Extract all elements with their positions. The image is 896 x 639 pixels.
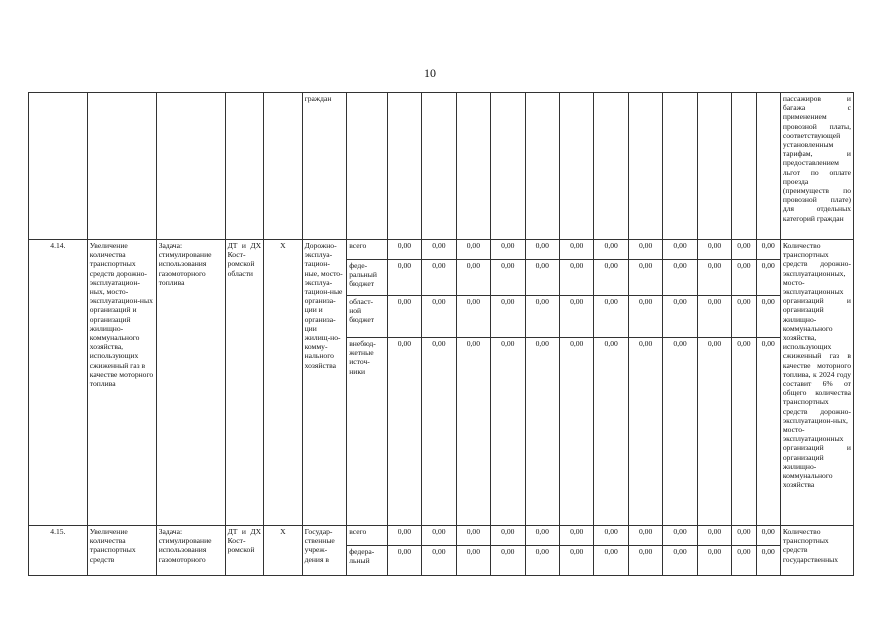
value-cell: 0,00 bbox=[491, 546, 525, 576]
value-cell: 0,00 bbox=[732, 240, 756, 260]
value-cell: 0,00 bbox=[628, 546, 662, 576]
value-cell: 0,00 bbox=[756, 260, 780, 296]
value-cell: 0,00 bbox=[456, 296, 490, 338]
value-cell: 0,00 bbox=[559, 296, 593, 338]
value-cell: 0,00 bbox=[697, 546, 731, 576]
responsible-cell: ДТ и ДХ Кост-ромской bbox=[225, 526, 264, 576]
value-cell: 0,00 bbox=[756, 338, 780, 526]
value-cell: 0,00 bbox=[525, 546, 559, 576]
value-cell: 0,00 bbox=[422, 526, 456, 546]
value-cell: 0,00 bbox=[387, 526, 421, 546]
value-cell: 0,00 bbox=[732, 338, 756, 526]
value-cell: 0,00 bbox=[456, 526, 490, 546]
source-label: всего bbox=[347, 526, 388, 546]
value-cell: 0,00 bbox=[697, 260, 731, 296]
result-cell: Количество транспортных средств государственных bbox=[780, 526, 853, 576]
value-cell: 0,00 bbox=[387, 260, 421, 296]
value-cell: 0,00 bbox=[387, 546, 421, 576]
value-cell: 0,00 bbox=[697, 240, 731, 260]
value-cell: 0,00 bbox=[456, 338, 490, 526]
value-cell: 0,00 bbox=[525, 526, 559, 546]
cell-empty bbox=[29, 93, 88, 240]
cell-empty bbox=[156, 93, 225, 240]
value-cell: 0,00 bbox=[628, 296, 662, 338]
value-cell: 0,00 bbox=[422, 296, 456, 338]
value-cell: 0,00 bbox=[663, 546, 697, 576]
value-cell: 0,00 bbox=[756, 546, 780, 576]
source-label: внебюд-жетные источ-ники bbox=[347, 338, 388, 526]
cell-empty bbox=[264, 93, 303, 240]
row-number: 4.15. bbox=[29, 526, 88, 576]
value-cell: 0,00 bbox=[387, 338, 421, 526]
table-row bbox=[29, 526, 854, 546]
table-row bbox=[29, 93, 854, 240]
result-cell: пассажиров и багажа с применением провозной платы, соответствующей установленным тарифам, и предоставлением льгот по оплате проезда (преимуществ по провозной плате) для отдельных категорий граждан bbox=[780, 93, 853, 240]
value-cell: 0,00 bbox=[697, 526, 731, 546]
value-cell: 0,00 bbox=[628, 260, 662, 296]
table-row bbox=[29, 240, 854, 260]
value-cell: 0,00 bbox=[525, 240, 559, 260]
value-cell: 0,00 bbox=[756, 296, 780, 338]
value-cell: 0,00 bbox=[559, 240, 593, 260]
cell-empty bbox=[87, 93, 156, 240]
value-cell: 0,00 bbox=[697, 338, 731, 526]
value-cell: 0,00 bbox=[456, 240, 490, 260]
source-label: област-ной бюджет bbox=[347, 296, 388, 338]
value-cell: 0,00 bbox=[525, 338, 559, 526]
value-cell: 0,00 bbox=[594, 240, 628, 260]
value-cell: 0,00 bbox=[594, 260, 628, 296]
value-cell: 0,00 bbox=[663, 526, 697, 546]
value-cell: 0,00 bbox=[663, 296, 697, 338]
source-label: всего bbox=[347, 240, 388, 260]
cell-empty bbox=[225, 93, 264, 240]
value-cell: 0,00 bbox=[732, 260, 756, 296]
mark-cell: Х bbox=[264, 526, 303, 576]
value-cell: 0,00 bbox=[525, 296, 559, 338]
value-cell: 0,00 bbox=[756, 240, 780, 260]
mark-cell: Х bbox=[264, 240, 303, 526]
executor-cell: Дорожно-эксплуа-тацион-ные, мосто-эксплуа-тацион-ные организа-ции и организа-ции жилищ-но-комму-нального хозяйства bbox=[302, 240, 347, 526]
value-cell: 0,00 bbox=[422, 546, 456, 576]
value-cell: 0,00 bbox=[491, 296, 525, 338]
result-cell: Количество транспортных средств дорожно-эксплуатационных, мосто-эксплуатационных организаций и организаций жилищно-коммунального хозяйства, использующих сжиженный газ в качестве моторного топлива, к 2024 году составит 6% от общего количества транспортных средств дорожно-эксплуатацион-ных, мосто-эксплуатационных организаций и организаций жилищно-коммунального хозяйства bbox=[780, 240, 853, 526]
task-cell: Задача: стимулирование использования газомоторного bbox=[156, 526, 225, 576]
value-cell: 0,00 bbox=[594, 296, 628, 338]
value-cell: 0,00 bbox=[422, 240, 456, 260]
row-number: 4.14. bbox=[29, 240, 88, 526]
page-number: 10 bbox=[424, 66, 436, 80]
task-cell: Задача: стимулирование использования газомоторного топлива bbox=[156, 240, 225, 526]
value-cell: 0,00 bbox=[663, 260, 697, 296]
responsible-cell: ДТ и ДХ Кост-ромской области bbox=[225, 240, 264, 526]
value-cell: 0,00 bbox=[663, 240, 697, 260]
value-cell: 0,00 bbox=[756, 526, 780, 546]
measure-name: Увеличение количества транспортных средств дорожно-эксплуатацион-ных, мосто-эксплуатацион-ных организаций и организаций жилищно-коммунального хозяйства, использующих сжиженный газ в качестве моторного топлива bbox=[87, 240, 156, 526]
value-cell: 0,00 bbox=[559, 338, 593, 526]
cell-empty bbox=[347, 93, 388, 240]
value-cell: 0,00 bbox=[594, 526, 628, 546]
value-cell: 0,00 bbox=[697, 296, 731, 338]
value-cell: 0,00 bbox=[491, 338, 525, 526]
value-cell: 0,00 bbox=[559, 526, 593, 546]
source-label: феде-ральный бюджет bbox=[347, 260, 388, 296]
value-cell: 0,00 bbox=[628, 240, 662, 260]
value-cell: 0,00 bbox=[559, 260, 593, 296]
value-cell: 0,00 bbox=[491, 526, 525, 546]
value-cell: 0,00 bbox=[491, 260, 525, 296]
value-cell: 0,00 bbox=[456, 546, 490, 576]
value-cell: 0,00 bbox=[387, 240, 421, 260]
executor-cell: граждан bbox=[302, 93, 347, 240]
source-label: федера-льный bbox=[347, 546, 388, 576]
value-cell: 0,00 bbox=[387, 296, 421, 338]
value-cell: 0,00 bbox=[525, 260, 559, 296]
value-cell: 0,00 bbox=[422, 338, 456, 526]
value-cell: 0,00 bbox=[456, 260, 490, 296]
value-cell: 0,00 bbox=[663, 338, 697, 526]
value-cell: 0,00 bbox=[732, 546, 756, 576]
executor-cell: Государ-ственные учреж-дения в bbox=[302, 526, 347, 576]
value-cell: 0,00 bbox=[732, 526, 756, 546]
value-cell: 0,00 bbox=[594, 546, 628, 576]
program-table bbox=[28, 92, 854, 576]
value-cell: 0,00 bbox=[628, 526, 662, 546]
value-cell: 0,00 bbox=[559, 546, 593, 576]
value-cell: 0,00 bbox=[628, 338, 662, 526]
value-cell: 0,00 bbox=[422, 260, 456, 296]
value-cell: 0,00 bbox=[732, 296, 756, 338]
value-cell: 0,00 bbox=[491, 240, 525, 260]
measure-name: Увеличение количества транспортных средств bbox=[87, 526, 156, 576]
value-cell: 0,00 bbox=[594, 338, 628, 526]
